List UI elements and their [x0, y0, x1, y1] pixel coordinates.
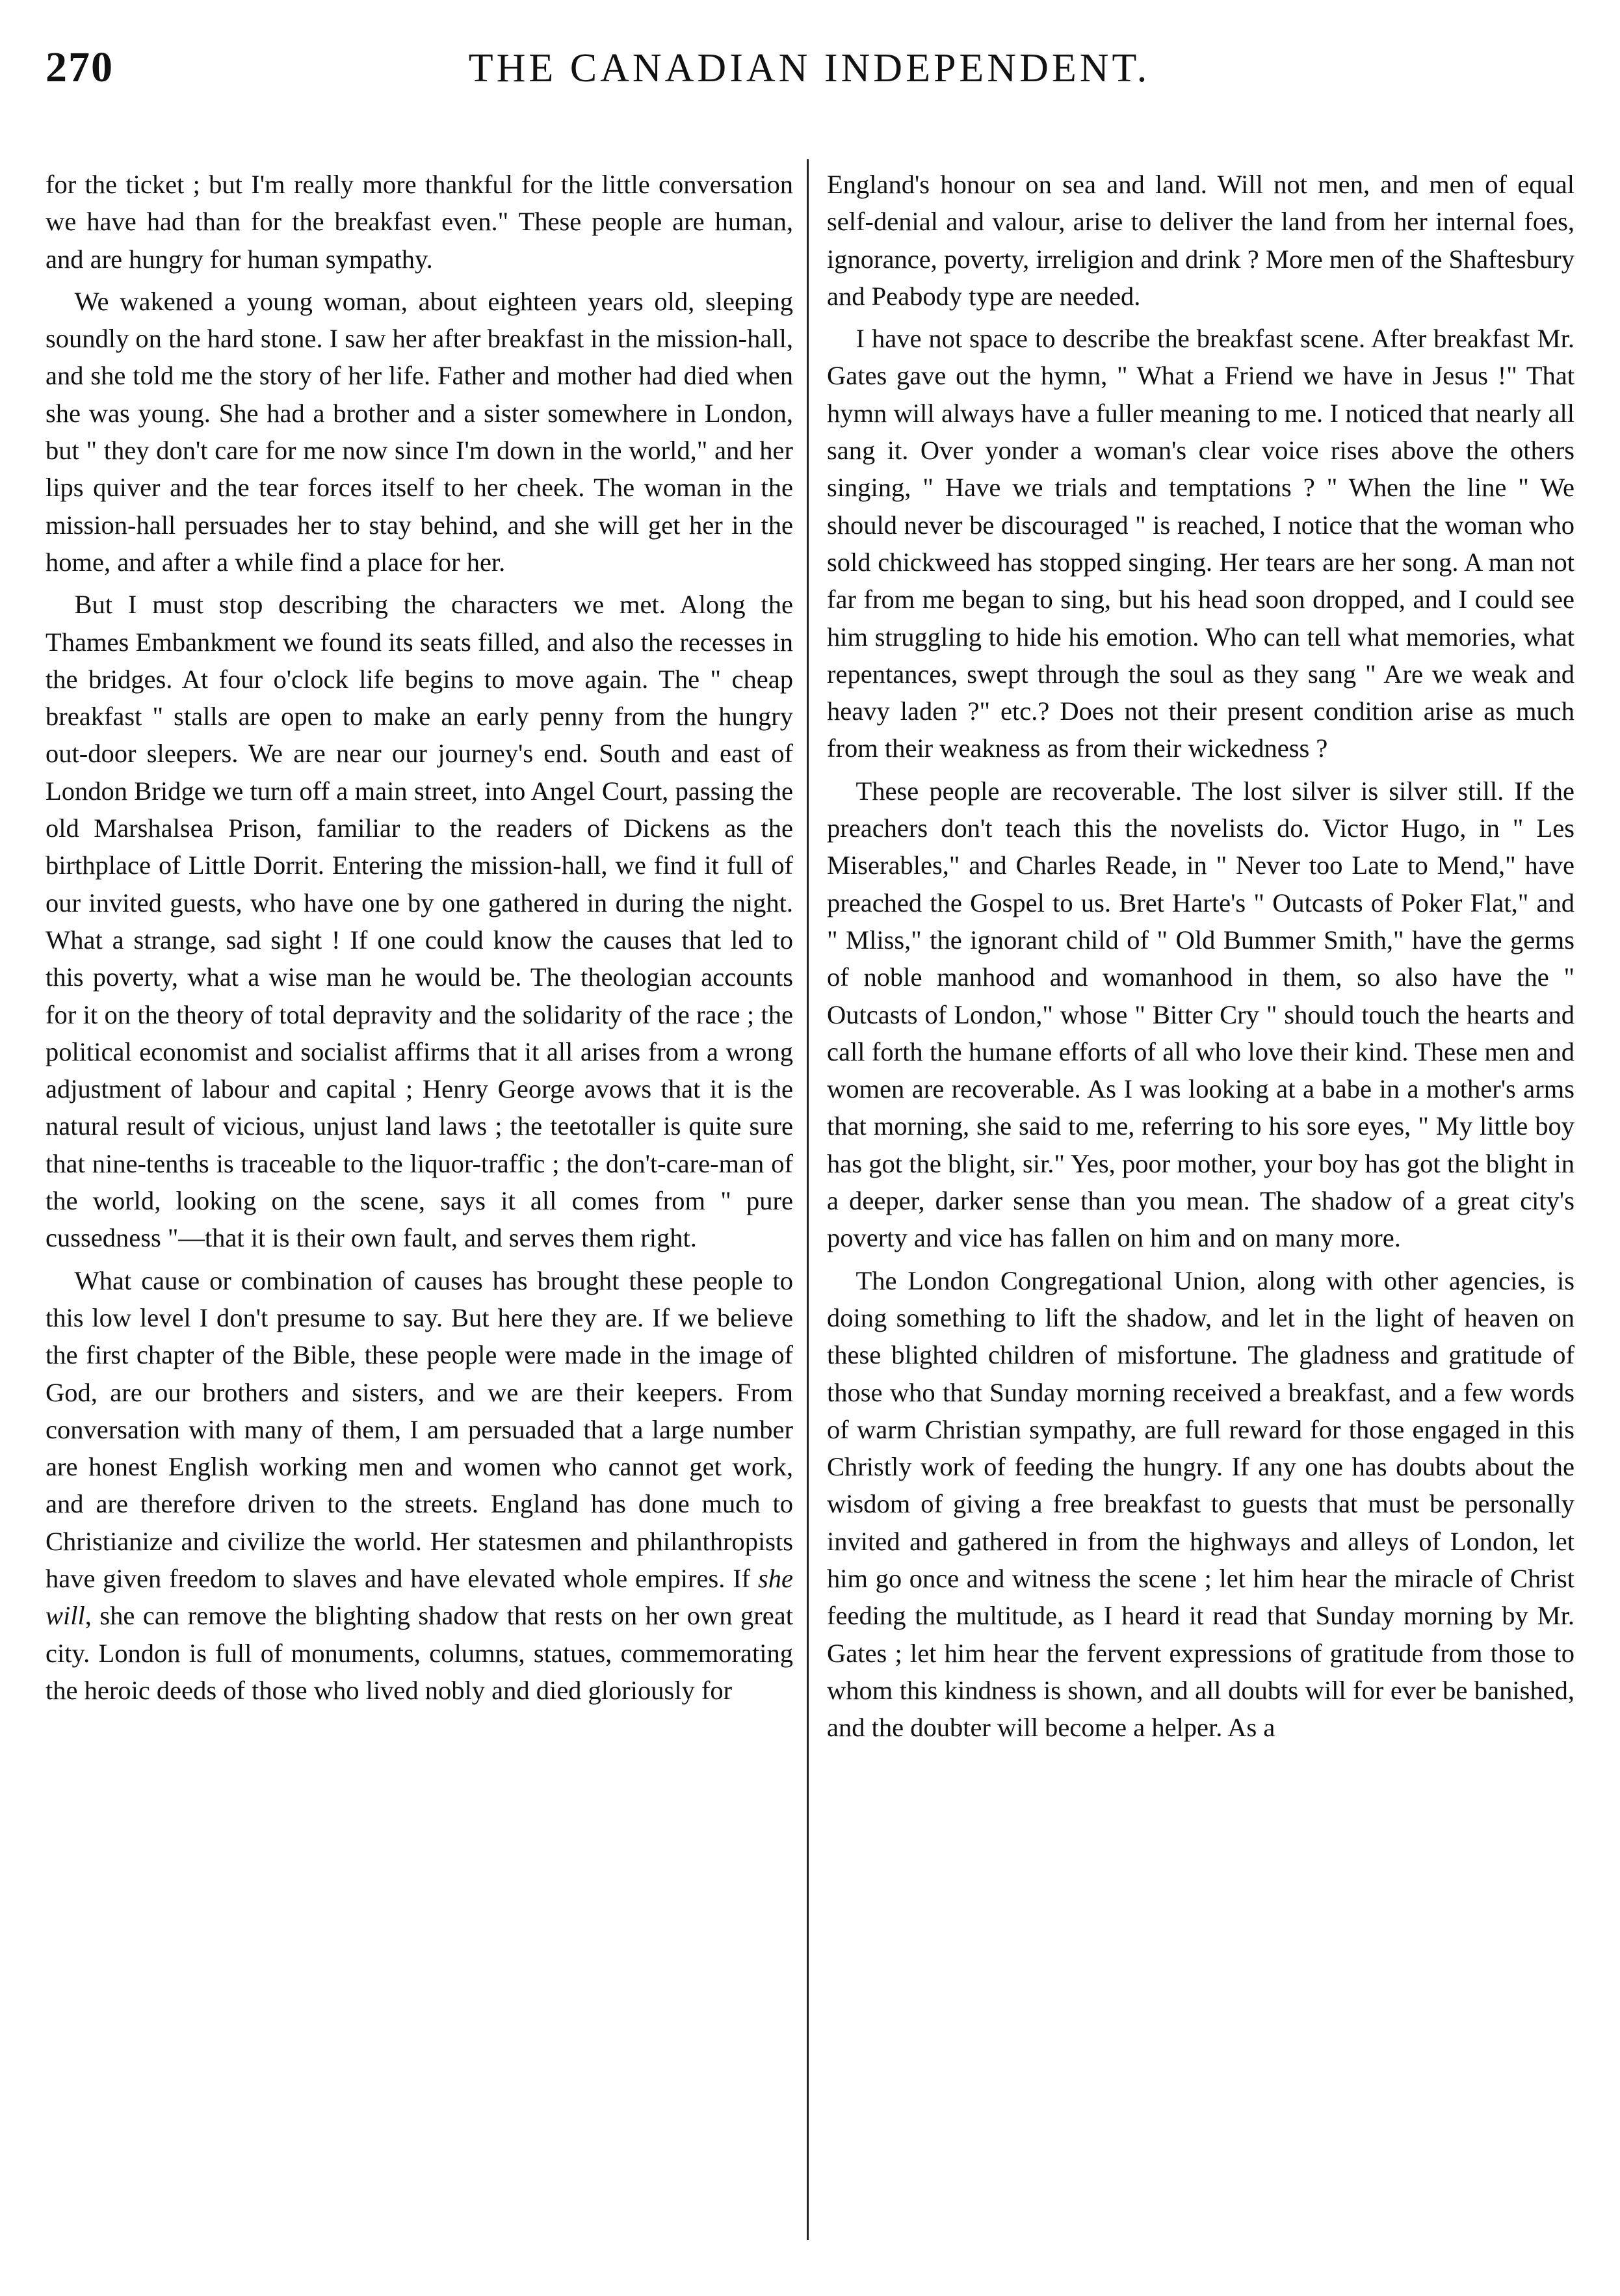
- italic-emphasis: she will: [46, 1563, 794, 1631]
- paragraph: I have not space to describe the breakfast scene. After breakfast Mr. Gates gave out the hymn, " What a Friend we have in Jesus !" That hymn will always have a fuller meaning to me. I noticed that nearly all sang it. Over yonder a woman's clear voice rises above the others singing, " Have we trials and temptations ? " When the line " We should never be discouraged " is reached, I notice that the woman who sold chickweed has stopped singing. Her tears are her song. A man not far from me began to sing, but his head soon dropped, and I could see him struggling to hide his emotion. Who can tell what memories, what repentances, swept through the soul as they sang " Are we weak and heavy laden ?" etc.? Does not their present condition arise as much from their weakness as from their wickedness ?: [827, 324, 1574, 763]
- right-column: [827, 166, 1574, 1751]
- running-title: THE CANADIAN INDEPENDENT.: [468, 46, 1151, 90]
- left-column: [46, 166, 793, 1714]
- paragraph: But I must stop describing the characters we met. Along the Thames Embankment we found its seats filled, and also the recesses in the bridges. At four o'clock life begins to move again. The " cheap breakfast " stalls are open to make an early penny from the hungry out-door sleepers. We are near our journey's end. South and east of London Bridge we turn off a main street, into Angel Court, passing the old Marshalsea Prison, familiar to the readers of Dickens as the birthplace of Little Dorrit. Entering the mission-hall, we find it full of our invited guests, who have one by one gathered in during the night. What a strange, sad sight ! If one could know the causes that led to this poverty, what a wise man he would be. The theologian accounts for it on the theory of total depravity and the solidarity of the race ; the political economist and socialist affirms that it all arises from a wrong adjustment of labour and capital ; Henry George avows that it is the natural result of vicious, unjust land laws ; the teetotaller is quite sure that nine-tenths is traceable to the liquor-traffic ; the don't-care-man of the world, looking on the scene, says it all comes from " pure cussedness "—that it is their own fault, and serves them right.: [46, 590, 793, 1253]
- paragraph: These people are recoverable. The lost silver is silver still. If the preachers don't teach this the novelists do. Victor Hugo, in " Les Miserables," and Charles Reade, in " Never too Late to Mend," have preached the Gospel to us. Bret Harte's " Outcasts of Poker Flat," and " Mliss," the ignorant child of " Old Bummer Smith," have the germs of noble manhood and womanhood in them, so also have the " Outcasts of London," whose " Bitter Cry " should touch the hearts and call forth the humane efforts of all who love their kind. These men and women are recoverable. As I was looking at a babe in a mother's arms that morning, she said to me, referring to his sore eyes, " My little boy has got the blight, sir." Yes, poor mother, your boy has got the blight in a deeper, darker sense than you mean. The shadow of a great city's poverty and vice has fallen on him and on many more.: [827, 776, 1574, 1253]
- column-divider: [807, 159, 809, 2240]
- paragraph-text: , she can remove the blighting shadow that rests on her own great city. London is full of monuments, columns, statues, commemorating the heroic deeds of those who lived nobly and died gloriously for: [46, 1601, 793, 1705]
- paragraph-text: What cause or combination of causes has brought these people to this low level I don't presume to say. But here they are. If we believe the first chapter of the Bible, these people were made in the image of God, are our brothers and sisters, and we are their keepers. From conversation with many of them, I am persuaded that a large number are honest English working men and women who cannot get work, and are therefore driven to the streets. England has done much to Christianize and civilize the world. Her statesmen and philanthropists have given freedom to slaves and have elevated whole empires. If: [46, 1265, 793, 1593]
- paragraph: England's honour on sea and land. Will not men, and men of equal self-denial and valour, arise to deliver the land from her internal foes, ignorance, poverty, irreligion and drink ? More men of the Shaftesbury and Peabody type are needed.: [827, 170, 1574, 311]
- paragraph: The London Congregational Union, along with other agencies, is doing something to lift the shadow, and let in the light of heaven on these blighted children of misfortune. The gladness and gratitude of those who that Sunday morning received a breakfast, and a few words of warm Christian sympathy, are full reward for those engaged in this Christly work of feeding the hungry. If any one has doubts about the wisdom of giving a free breakfast to guests that must be personally invited and gathered in from the highways and alleys of London, let him go once and witness the scene ; let him hear the miracle of Christ feeding the multitude, as I heard it read that Sunday morning by Mr. Gates ; let him hear the fervent expressions of gratitude from those to whom this kindness is shown, and all doubts will for ever be banished, and the doubter will become a helper. As a: [827, 1265, 1574, 1743]
- page-header: [46, 43, 1573, 114]
- paragraph: We wakened a young woman, about eighteen years old, sleeping soundly on the hard stone. I saw her after breakfast in the mission-hall, and she told me the story of her life. Father and mother had died when she was young. She had a brother and a sister somewhere in London, but " they don't care for me now since I'm down in the world," and her lips quiver and the tear forces itself to her cheek. The woman in the mission-hall persuades her to stay behind, and she will get her in the home, and after a while find a place for her.: [46, 286, 793, 577]
- paragraph: for the ticket ; but I'm really more thankful for the little conversation we have had than for the breakfast even." These people are human, and are hungry for human sympathy.: [46, 170, 793, 274]
- page-number: 270: [46, 44, 114, 91]
- paragraph: [46, 1262, 793, 1709]
